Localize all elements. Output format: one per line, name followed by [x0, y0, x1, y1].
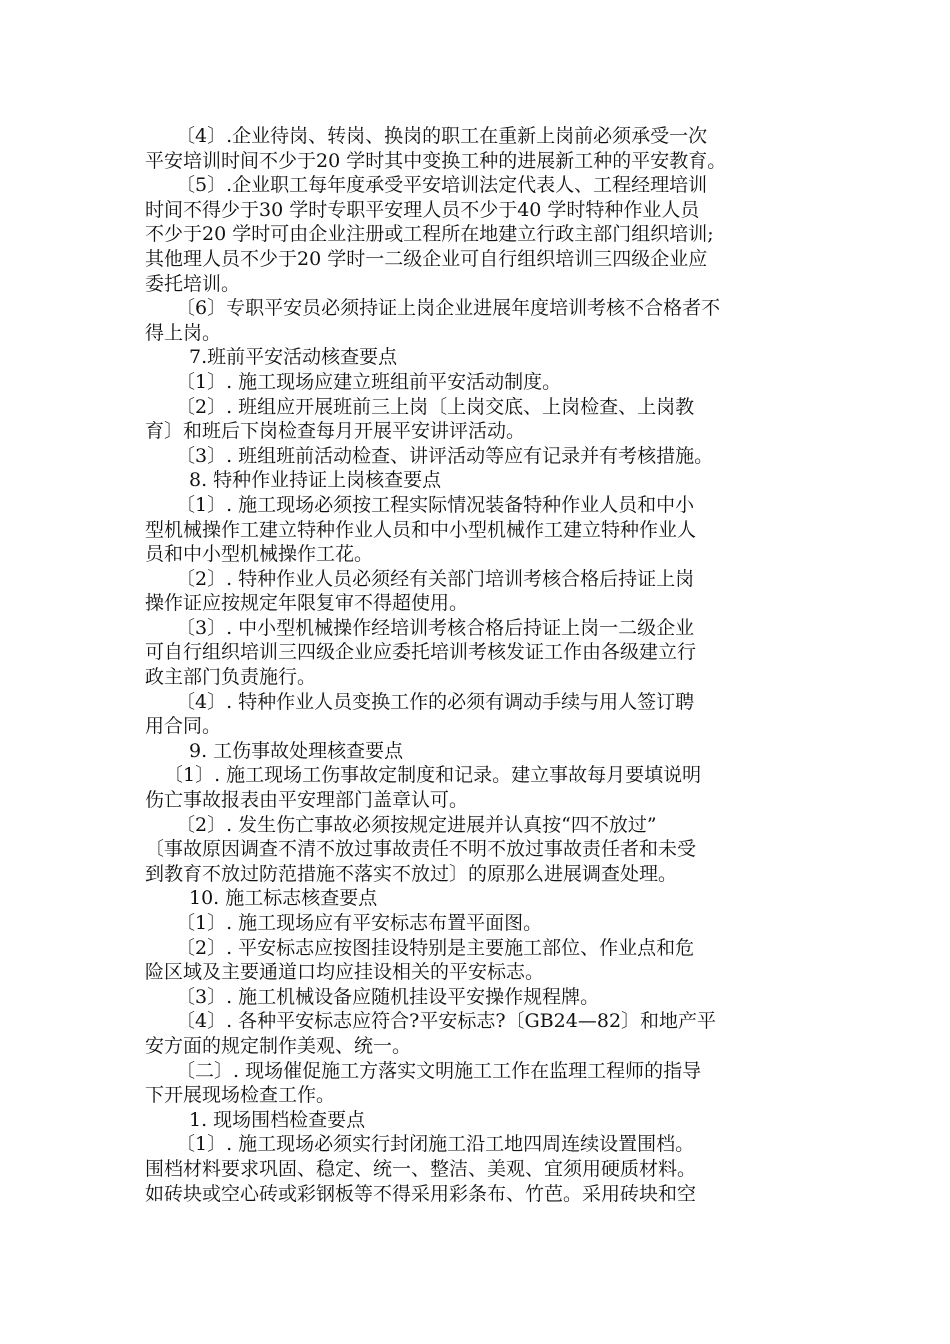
text-line: 〔4〕. 各种平安标志应符合?平安标志?〔GB24—82〕和地产平: [176, 1010, 717, 1033]
text-line: 〔3〕. 施工机械设备应随机挂设平安操作规程牌。: [176, 985, 600, 1008]
text-line: 围档材料要求巩固、稳定、统一、整洁、美观、宜须用硬质材料。: [145, 1157, 697, 1180]
text-line: 不少于20 学时可由企业注册或工程所在地建立行政主部门组织培训;: [145, 223, 714, 246]
text-line: 8. 特种作业持证上岗核查要点: [189, 469, 442, 492]
text-line: 〔3〕. 班组班前活动检查、讲评活动等应有记录并有考核措施。: [176, 444, 714, 467]
text-line: 7.班前平安活动核查要点: [189, 346, 398, 369]
text-line: 〔二〕. 现场催促施工方落实文明施工工作在监理工程师的指导: [176, 1059, 702, 1082]
text-line: 〔4〕.企业待岗、转岗、换岗的职工在重新上岗前必须承受一次: [176, 125, 708, 147]
text-line: 操作证应按规定年限复审不得超使用。: [145, 592, 469, 615]
text-line: 〔2〕. 平安标志应按图挂设特别是主要施工部位、作业点和危: [176, 936, 695, 959]
text-line: 用合同。: [145, 715, 222, 738]
text-line: 型机械操作工建立特种作业人员和中小型机械作工建立特种作业人: [145, 518, 697, 541]
text-line: 险区域及主要通道口均应挂设相关的平安标志。: [145, 961, 545, 984]
text-line: 〔1〕. 施工现场应有平安标志布置平面图。: [176, 912, 543, 934]
text-line: 委托培训。: [145, 272, 241, 295]
text-line: 安方面的规定制作美观、统一。: [145, 1034, 412, 1057]
text-line: 〔6〕专职平安员必须持证上岗企业进展年度培训考核不合格者不: [176, 297, 721, 320]
text-line: 育〕和班后下岗检查每月开展平安讲评活动。: [145, 420, 526, 443]
text-line: 〔4〕. 特种作业人员变换工作的必须有调动手续与用人签订聘: [176, 690, 695, 713]
text-line: 得上岗。: [145, 321, 222, 344]
text-line: 〔事故原因调查不清不放过事故责任不明不放过事故责任者和未受: [145, 838, 697, 861]
text-line: 员和中小型机械操作工花。: [145, 543, 374, 566]
text-line: 可自行组织培训三四级企业应委托培训考核发证工作由各级建立行: [145, 641, 697, 664]
text-line: 〔2〕. 发生伤亡事故必须按规定进展并认真按“四不放过”: [176, 813, 657, 836]
text-line: 〔5〕.企业职工每年度承受平安培训法定代表人、工程经理培训: [176, 174, 708, 197]
text-line: 〔1〕. 施工现场工伤事故定制度和记录。建立事故每月要填说明: [164, 764, 702, 787]
text-line: 10. 施工标志核查要点: [189, 887, 378, 910]
text-line: 〔1〕. 施工现场必须按工程实际情况装备特种作业人员和中小: [176, 493, 695, 516]
text-line: 1. 现场围档检查要点: [189, 1108, 366, 1131]
text-line: 〔2〕. 特种作业人员必须经有关部门培训考核合格后持证上岗: [176, 567, 695, 590]
text-line: 〔1〕. 施工现场应建立班组前平安活动制度。: [176, 370, 562, 393]
text-line: 伤亡事故报表由平安理部门盖章认可。: [145, 789, 469, 812]
text-line: 政主部门负责施行。: [145, 666, 317, 689]
text-line: 9. 工伤事故处理核查要点: [189, 739, 404, 762]
document-body: [145, 124, 825, 1206]
text-line: 如砖块或空心砖或彩钢板等不得采用彩条布、竹芭。采用砖块和空: [145, 1182, 697, 1205]
text-line: 〔3〕. 中小型机械操作经培训考核合格后持证上岗一二级企业: [176, 616, 695, 639]
text-line: 〔2〕. 班组应开展班前三上岗〔上岗交底、上岗检查、上岗教: [176, 395, 695, 418]
text-line: 时间不得少于30 学时专职平安理人员不少于40 学时特种作业人员: [145, 198, 700, 221]
text-line: 〔1〕. 施工现场必须实行封闭施工沿工地四周连续设置围档。: [176, 1133, 695, 1156]
text-line: 其他理人员不少于20 学时一二级企业可自行组织培训三四级企业应: [145, 247, 708, 270]
text-line: 下开展现场检查工作。: [145, 1084, 336, 1107]
text-line: 到教育不放过防范措施不落实不放过〕的原那么进展调查处理。: [145, 862, 678, 885]
text-line: 平安培训时间不少于20 学时其中变换工种的进展新工种的平安教育。: [145, 149, 727, 172]
